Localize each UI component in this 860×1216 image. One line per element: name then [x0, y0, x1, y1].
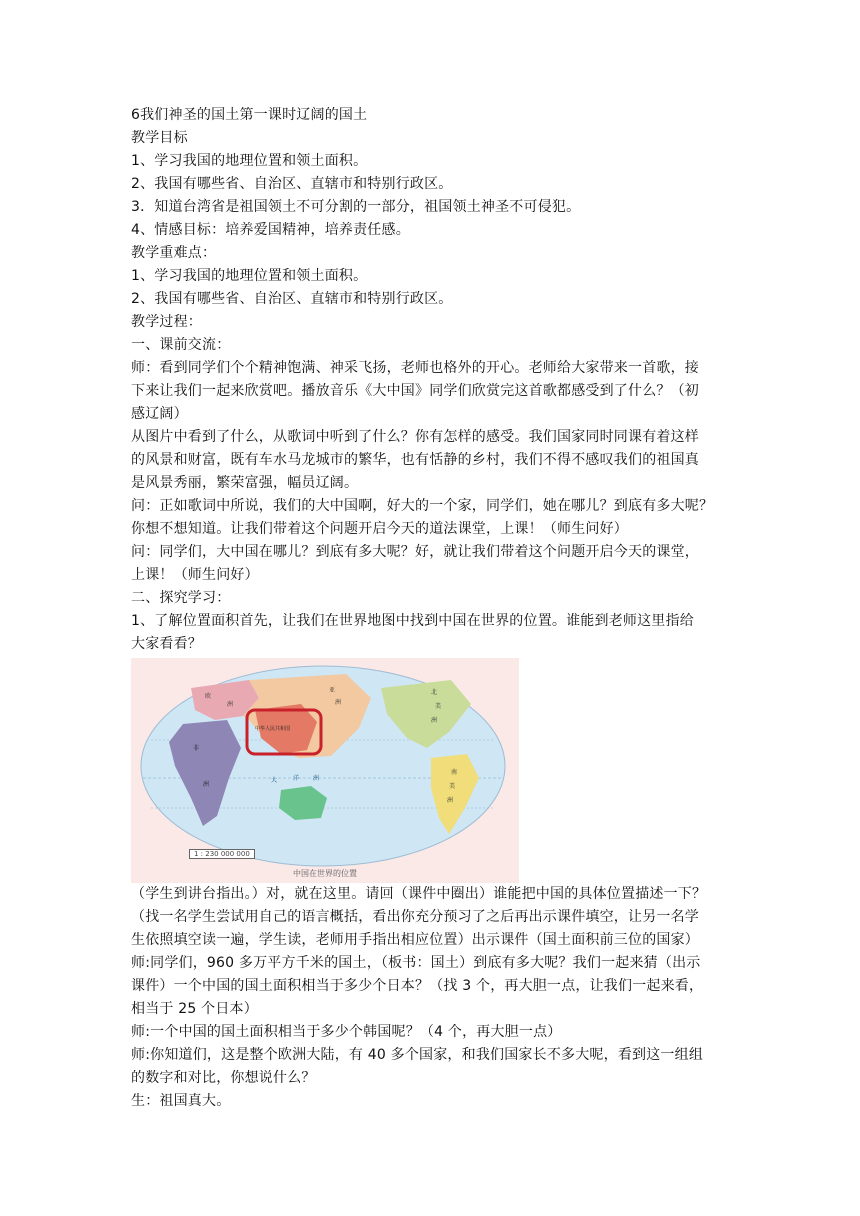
paragraph-line: 相当于 25 个日本） — [131, 1001, 258, 1017]
paragraph-line: 问：同学们，大中国在哪儿？到底有多大呢？好，就让我们带着这个问题开启今天的课堂， — [131, 544, 699, 560]
paragraph-line: 上课！（师生问好） — [131, 567, 259, 583]
map-label: 非 — [193, 745, 200, 752]
key-point-item: 2、我国有哪些省、自治区、直辖市和特别行政区。 — [131, 291, 453, 307]
paragraph-line: 是风景秀丽，繁荣富强，幅员辽阔。 — [131, 475, 359, 491]
china-label: 中华人民共和国 — [255, 726, 291, 732]
paragraph-line: 师：看到同学们个个精神饱满、神采飞扬，老师也格外的开心。老师给大家带来一首歌，接 — [131, 360, 699, 376]
goal-item: 3．知道台湾省是祖国领土不可分割的一部分，祖国领土神圣不可侵犯。 — [131, 199, 581, 215]
paragraph-line: 下来让我们一起来欣赏吧。播放音乐《大中国》同学们欣赏完这首歌都感受到了什么？（初 — [131, 383, 699, 399]
key-point-item: 1、学习我国的地理位置和领土面积。 — [131, 268, 368, 284]
after-map-text — [131, 883, 731, 1113]
part2-heading: 二、探究学习： — [131, 590, 231, 606]
map-label: 洲 — [431, 717, 438, 724]
paragraph-line: 生依照填空读一遍，学生读，老师用手指出相应位置）出示课件（国土面积前三位的国家） — [131, 932, 699, 948]
map-label: 洲 — [447, 797, 454, 804]
paragraph-line: 大家看看？ — [131, 636, 202, 652]
map-label: 欧 — [205, 693, 212, 700]
map-label: 洲 — [227, 701, 234, 708]
map-caption: 中国在世界的位置 — [293, 869, 357, 878]
map-label: 洲 — [313, 775, 320, 782]
document-title: 6我们神圣的国土第一课时辽阔的国土 — [131, 107, 368, 123]
paragraph-line: 的风景和财富，既有车水马龙城市的繁华，也有恬静的乡村，我们不得不感叹我们的祖国真 — [131, 452, 699, 468]
paragraph-line: 课件）一个中国的国土面积相当于多少个日本？（找 3 个，再大胆一点，让我们一起来看， — [131, 978, 704, 994]
paragraph-line: 师:一个中国的国土面积相当于多少个韩国呢？（4 个，再大胆一点） — [131, 1024, 562, 1040]
goal-item: 4、情感目标：培养爱国精神，培养责任感。 — [131, 222, 410, 238]
map-scale: 1 : 230 000 000 — [189, 849, 255, 859]
paragraph-line: （找一名学生尝试用自己的语言概括，看出你充分预习了之后再出示课件填空，让另一名学 — [131, 909, 699, 925]
paragraph-line: 的数字和对比，你想说什么？ — [131, 1070, 316, 1086]
paragraph-line: 感辽阔） — [131, 406, 188, 422]
world-map-image — [131, 658, 519, 883]
paragraph-line: （学生到讲台指出。）对，就在这里。请回（课件中圈出）谁能把中国的具体位置描述一下？ — [131, 886, 707, 902]
map-label: 南 — [451, 769, 458, 776]
map-label: 亚 — [329, 687, 336, 694]
section-heading-process: 教学过程： — [131, 314, 202, 330]
map-label: 大 — [271, 777, 278, 784]
map-label: 北 — [431, 689, 438, 696]
goal-item: 1、学习我国的地理位置和领土面积。 — [131, 153, 368, 169]
paragraph-line: 1、了解位置面积首先，让我们在世界地图中找到中国在世界的位置。谁能到老师这里指给 — [131, 613, 694, 629]
paragraph-line: 你想不想知道。让我们带着这个问题开启今天的道法课堂，上课！（师生问好） — [131, 521, 628, 537]
paragraph-line: 师:你知道们，这是整个欧洲大陆，有 40 多个国家，和我们国家长不多大呢，看到这一组组 — [131, 1047, 704, 1063]
map-label: 洲 — [335, 699, 342, 706]
paragraph-line: 生：祖国真大。 — [131, 1093, 231, 1109]
part1-heading: 一、课前交流： — [131, 337, 231, 353]
document-body — [131, 104, 731, 1113]
section-heading-key-points: 教学重难点： — [131, 245, 217, 261]
section-heading-goals: 教学目标 — [131, 130, 188, 146]
paragraph-line: 问：正如歌词中所说，我们的大中国啊，好大的一个家，同学们，她在哪儿？到底有多大呢？ — [131, 498, 714, 514]
paragraph-line: 从图片中看到了什么，从歌词中听到了什么？你有怎样的感受。我们国家同时同课有着这样 — [131, 429, 699, 445]
map-label: 洲 — [203, 781, 210, 788]
map-label: 美 — [435, 703, 442, 710]
map-label: 洋 — [293, 775, 300, 782]
paragraph-line: 师:同学们，960 多万平方千米的国土，（板书：国土）到底有多大呢？我们一起来猜（出示 — [131, 955, 701, 971]
map-label: 美 — [449, 783, 456, 790]
goal-item: 2、我国有哪些省、自治区、直辖市和特别行政区。 — [131, 176, 453, 192]
